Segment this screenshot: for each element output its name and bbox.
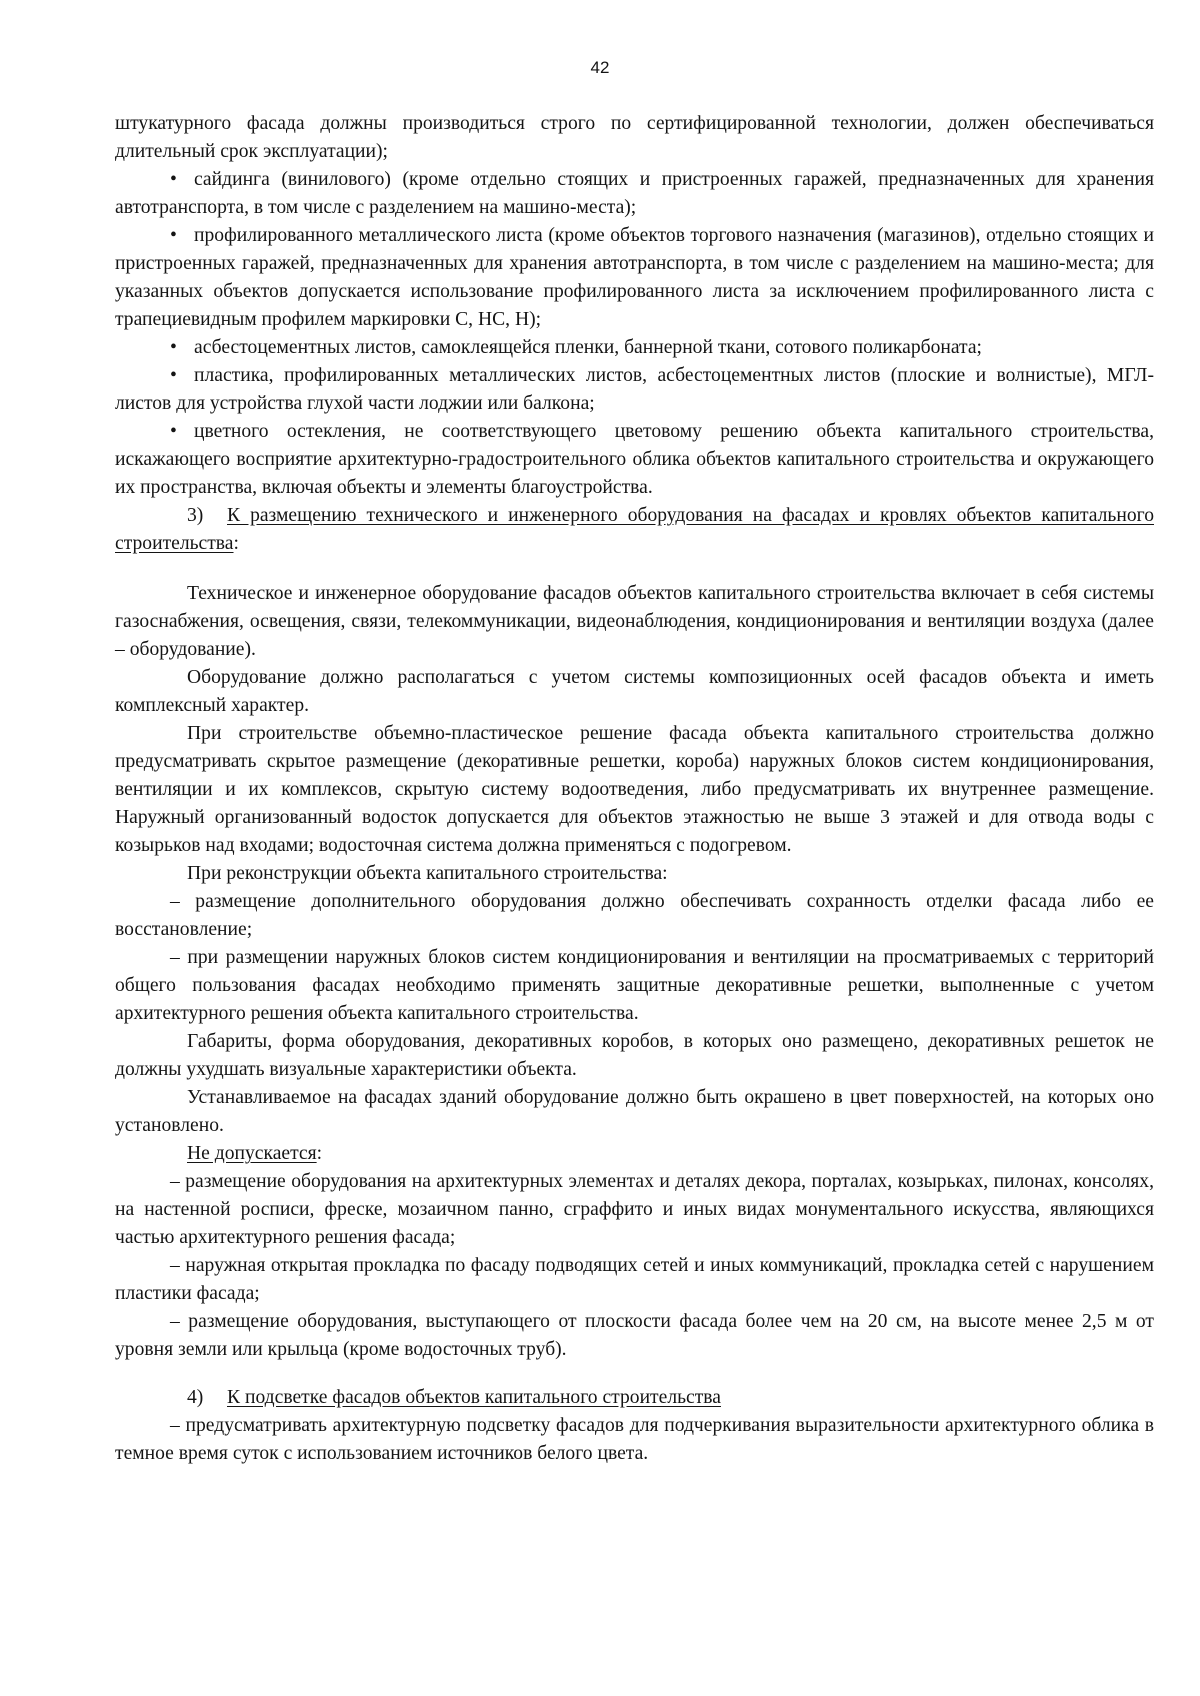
bullet-text: сайдинга (винилового) (кроме отдельно стоящих и пристроенных гаражей, предназначенных для хранения автотранспорта, в том числе с разделением на машино-места); [115, 169, 1154, 218]
section-title: К размещению технического и инженерного оборудования на фасадах и кровлях объектов капитального строительства [115, 505, 1154, 554]
bullet-item-plastic [115, 362, 1154, 418]
not-allowed-colon: : [316, 1143, 323, 1164]
bullet-icon: • [170, 225, 177, 246]
paragraph-equipment-definition: Техническое и инженерное оборудование фасадов объектов капитального строительства включает в себя системы газоснабжения, освещения, связи, телекоммуникации, видеонаблюдения, кондиционирования и вентиляции воздуха (далее – оборудование). [115, 583, 1154, 660]
paragraph-dimensions: Габариты, форма оборудования, декоративных коробов, в которых оно размещено, декоративных решеток не должны ухудшать визуальные характеристики объекта. [115, 1031, 1154, 1080]
page-number: 42 [590, 58, 610, 77]
section-title: К подсветке фасадов объектов капитального строительства [227, 1387, 721, 1408]
paragraph-color: Устанавливаемое на фасадах зданий оборудование должно быть окрашено в цвет поверхностей, на которых оно установлено. [115, 1087, 1154, 1136]
bullet-text: асбестоцементных листов, самоклеящейся пленки, баннерной ткани, сотового поликарбоната; [194, 337, 982, 358]
section-title-colon: : [233, 533, 239, 554]
paragraph-reconstruction: При реконструкции объекта капитального строительства: [187, 863, 668, 884]
bullet-text: пластика, профилированных металлических листов, асбестоцементных листов (плоские и волнистые), МГЛ-листов для устройства глухой части лоджии или балкона; [115, 365, 1154, 414]
bullet-icon: • [170, 169, 177, 190]
dash-item-open-networks: – наружная открытая прокладка по фасаду подводящих сетей и иных коммуникаций, прокладка сетей с нарушением пластики фасада; [115, 1255, 1154, 1304]
dash-item-decor-elements: – размещение оборудования на архитектурных элементах и деталях декора, порталах, козырьках, пилонах, консолях, на настенной росписи, фреске, мозаичном панно, сграффито и иных видах монументального искусства, являющихся частью архитектурного решения фасада; [115, 1171, 1154, 1248]
dash-item-additional-equipment: – размещение дополнительного оборудования должно обеспечивать сохранность отделки фасада либо ее восстановление; [115, 891, 1154, 940]
document-body [115, 110, 1154, 1468]
bullet-item-siding [115, 166, 1154, 222]
section-number: 4) [187, 1387, 204, 1408]
section-heading-4 [115, 1384, 1154, 1412]
bullet-item-profiled-sheet [115, 222, 1154, 334]
paragraph-not-allowed [115, 1140, 1154, 1168]
bullet-icon: • [170, 337, 177, 358]
paragraph-construction: При строительстве объемно-пластическое решение фасада объекта капитального строительства должно предусматривать скрытое размещение (декоративные решетки, короба) наружных блоков систем кондиционирования, вентиляции и их комплексов, скрытую систему водоотведения, либо предусматривать их внутреннее размещение. Наружный организованный водосток допускается для объектов этажностью не выше 3 этажей и для отвода воды с козырьков над входами; водосточная система должна применяться с подогревом. [115, 723, 1154, 856]
bullet-item-asbestos-sheets [115, 334, 1154, 362]
paragraph-equipment-placement: Оборудование должно располагаться с учетом системы композиционных осей фасадов объекта и иметь комплексный характер. [115, 667, 1154, 716]
section-number: 3) [187, 505, 204, 526]
dash-item-lighting: – предусматривать архитектурную подсветку фасадов для подчеркивания выразительности архитектурного облика в темное время суток с использованием источников белого цвета. [115, 1415, 1154, 1464]
not-allowed-label: Не допускается [187, 1143, 317, 1164]
bullet-item-colored-glazing [115, 418, 1154, 502]
bullet-text: цветного остекления, не соответствующего цветовому решению объекта капитального строительства, искажающего восприятие архитектурно-градостроительного облика объектов капитального строительства и окружающего их пространства, включая объекты и элементы благоустройства. [115, 421, 1154, 498]
dash-item-outdoor-units: – при размещении наружных блоков систем кондиционирования и вентиляции на просматриваемых с территорий общего пользования фасадах необходимо применять защитные декоративные решетки, выполненные с учетом архитектурного решения объекта капитального строительства. [115, 947, 1154, 1024]
dash-item-protruding-equipment: – размещение оборудования, выступающего от плоскости фасада более чем на 20 см, на высоте менее 2,5 м от уровня земли или крыльца (кроме водосточных труб). [115, 1311, 1154, 1360]
section-heading-3 [115, 502, 1154, 558]
bullet-text: профилированного металлического листа (кроме объектов торгового назначения (магазинов), отдельно стоящих и пристроенных гаражей, предназначенных для хранения автотранспорта, в том числе с разделением на машино-места; для указанных объектов допускается использование профилированного листа за исключением профилированного листа с трапециевидным профилем маркировки С, НС, Н); [115, 225, 1154, 330]
bullet-icon: • [170, 421, 177, 442]
paragraph-continuation: штукатурного фасада должны производиться строго по сертифицированной технологии, должен обеспечиваться длительный срок эксплуатации); [115, 113, 1154, 162]
bullet-icon: • [170, 365, 177, 386]
